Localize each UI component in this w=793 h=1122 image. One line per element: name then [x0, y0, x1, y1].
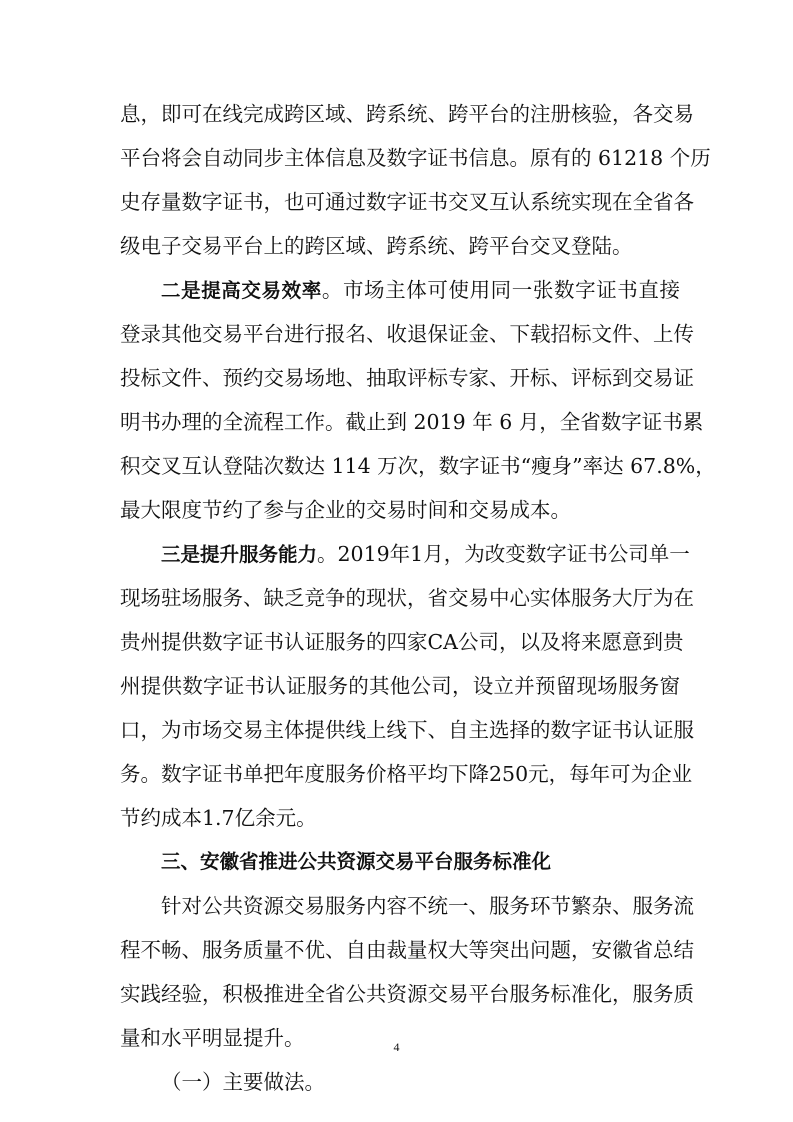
text-line: 实践经验，积极推进全省公共资源交易平台服务标准化，服务质 [120, 982, 694, 1006]
text-run: 。市场主体可使用同一张数字证书直接 [321, 278, 680, 302]
text-line: 史存量数字证书，也可通过数字证书交叉互认系统实现在全省各 [120, 190, 694, 214]
text-line: 务。数字证书单把年度服务价格平均下降250元，每年可为企业 [120, 762, 693, 786]
text-line: 级电子交易平台上的跨区域、跨系统、跨平台交叉登陆。 [120, 234, 633, 258]
text-line: 明书办理的全流程工作。截止到 2019 年 6 月，全省数字证书累 [120, 410, 704, 434]
text-line: 量和水平明显提升。 [120, 1026, 305, 1050]
text-line: 登录其他交易平台进行报名、收退保证金、下载招标文件、上传 [120, 322, 694, 346]
paragraph-efficiency [120, 274, 716, 526]
paragraph-lead: 二是提高交易效率 [161, 279, 322, 302]
text-line: 积交叉互认登陆次数达 114 万次，数字证书“瘦身”率达 67.8%， [120, 454, 716, 478]
text-line: 息，即可在线完成跨区域、跨系统、跨平台的注册核验，各交易 [120, 102, 694, 126]
text-line: 现场驻场服务、缺乏竞争的现状，省交易中心实体服务大厅为在 [120, 586, 694, 610]
text-line: 平台将会自动同步主体信息及数字证书信息。原有的 61218 个历 [120, 146, 711, 170]
text-line: 最大限度节约了参与企业的交易时间和交易成本。 [120, 498, 571, 522]
text-line: 投标文件、预约交易场地、抽取评标专家、开标、评标到交易证 [120, 366, 694, 390]
paragraph-lead: 三是提升服务能力 [161, 543, 318, 566]
text-line: 程不畅、服务质量不优、自由裁量权大等突出问题，安徽省总结 [120, 938, 694, 962]
paragraph-cross-recognition [120, 98, 711, 262]
text-line: 贵州提供数字证书认证服务的四家CA公司，以及将来愿意到贵 [120, 630, 684, 654]
text-run: 。2019年1月，为改变数字证书公司单一 [317, 542, 690, 566]
text-line: 州提供数字证书认证服务的其他公司，设立并预留现场服务窗 [120, 674, 680, 698]
section-heading: 三、安徽省推进公共资源交易平台服务标准化 [161, 850, 552, 873]
text-line: 针对公共资源交易服务内容不统一、服务环节繁杂、服务流 [161, 894, 694, 918]
text-line: 节约成本1.7亿余元。 [120, 806, 317, 830]
body-text [120, 98, 716, 1110]
paragraph-anhui-intro [120, 890, 694, 1054]
paragraph-service-capacity [120, 538, 694, 834]
text-line [120, 274, 680, 306]
text-line [120, 538, 690, 570]
subsection-heading: （一）主要做法。 [161, 1070, 325, 1094]
page-number: 4 [393, 1040, 400, 1054]
text-line: 口，为市场交易主体提供线上线下、自主选择的数字证书认证服 [120, 718, 694, 742]
